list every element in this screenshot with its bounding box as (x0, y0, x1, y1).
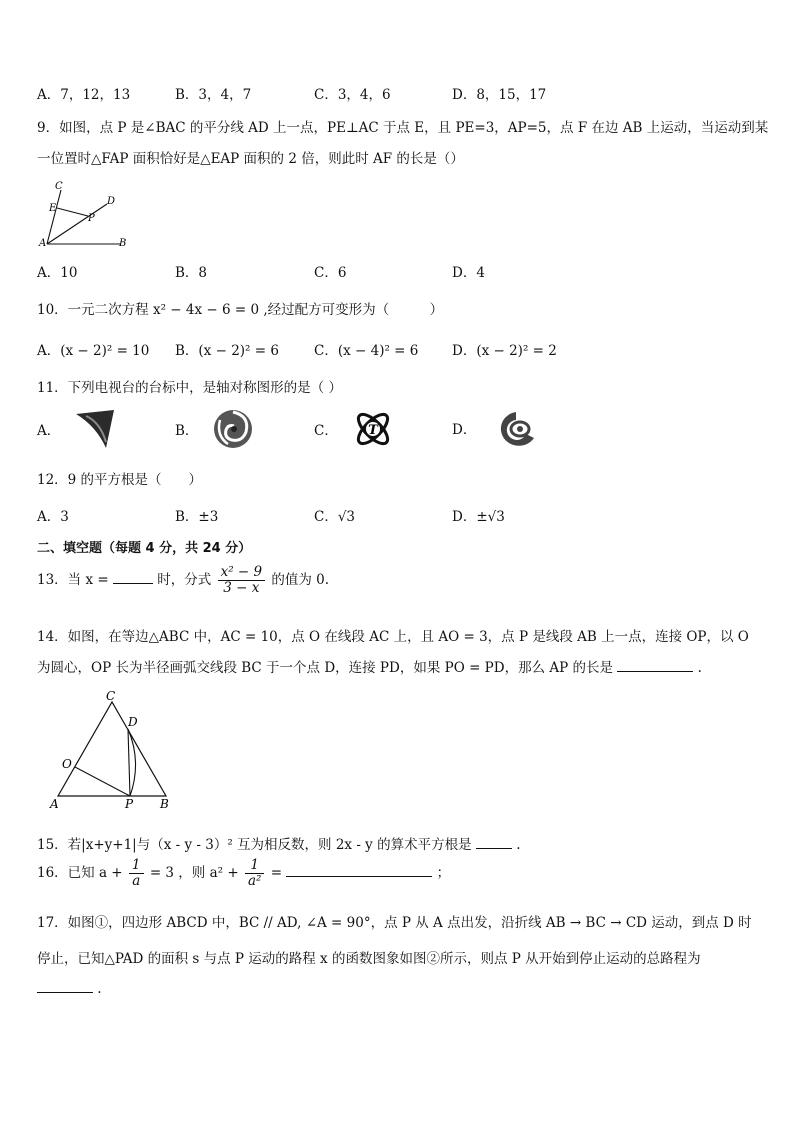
q16-fraction-2-denominator: a² (247, 873, 262, 889)
q17-stem-line2: 停止，已知△PAD 的面积 s 与点 P 运动的路程 x 的函数图象如图②所示，则点 P 从开始到停止运动的总路程为 (37, 951, 701, 967)
q11-option-a-label: A． (37, 423, 61, 439)
q16-prefix: 16．已知 a + (37, 865, 123, 881)
q9-stem-line2: 一位置时△FAP 面积恰好是△EAP 面积的 2 倍，则此时 AF 的长是（） (37, 151, 464, 167)
q13-fraction (218, 565, 266, 596)
q11-option-c (314, 408, 394, 450)
q16-fraction-2 (245, 858, 264, 889)
q12-option-c: C．√3 (314, 509, 356, 525)
q9-label-d: D (107, 196, 116, 207)
q11-option-a (37, 408, 118, 450)
q9-option-b: B．8 (175, 265, 208, 281)
q13-suffix: 的值为 0. (271, 572, 330, 588)
q11-stem: 11．下列电视台的台标中，是轴对称图形的是（ ） (37, 380, 342, 396)
q15-text: 15．若|x+y+1|与（x - y - 3）² 互为相反数，则 2x - y 的算术平方根是 (37, 837, 472, 853)
q14-segment-op (75, 767, 130, 796)
q13-stem (37, 565, 329, 596)
q16-end: ； (436, 865, 451, 881)
q10-option-a: A．(x − 2)² = 10 (37, 343, 150, 359)
q9-stem-line1: 9．如图，点 P 是∠BAC 的平分线 AD 上一点，PE⊥AC 于点 E，且 PE=3，AP=5，点 F 在边 AB 上运动，当运动到某 (37, 120, 769, 136)
q11-option-d-label: D． (452, 422, 477, 438)
q14-answer-blank[interactable] (617, 659, 693, 672)
q17-stem-line3 (37, 980, 102, 997)
q10-option-b: B．(x − 2)² = 6 (175, 343, 279, 359)
q11-option-b-label: B． (175, 423, 199, 439)
q11-option-d (452, 408, 542, 448)
q9-label-e: E (49, 203, 57, 214)
q16-fraction-1 (129, 858, 144, 889)
q13-answer-blank[interactable] (113, 571, 153, 584)
q13-mid: 时，分式 (157, 572, 212, 588)
q14-line2-end: . (697, 660, 702, 676)
q12-option-d: D．±√3 (452, 509, 505, 525)
q12-option-b: B．±3 (175, 509, 219, 525)
q9-option-c: C．6 (314, 265, 347, 281)
q13-prefix: 13．当 x = (37, 572, 109, 588)
q17-stem-line1: 17．如图①，四边形 ABCD 中，BC // AD, ∠A = 90°，点 P 从 A 点出发，沿折线 AB → BC → CD 运动，到点 D 时 (37, 915, 752, 931)
q14-label-o: O (62, 757, 72, 771)
q8-option-a: A．7，12，13 (37, 87, 131, 103)
q9-label-b: B (119, 238, 127, 249)
q10-stem: 10．一元二次方程 x² − 4x − 6 = 0 ,经过配方可变形为（ ） (37, 302, 444, 318)
section-fill-in-title: 二、填空题（每题 4 分，共 24 分） (37, 541, 252, 556)
q9-label-p: P (88, 213, 95, 224)
q14-label-p: P (125, 797, 134, 811)
q9-segment-pe (57, 208, 88, 216)
q16-answer-blank[interactable] (286, 864, 432, 877)
q16-fraction-1-numerator: 1 (129, 858, 144, 874)
ribbon-logo-icon (74, 408, 118, 450)
q14-label-c: C (106, 689, 116, 703)
q13-fraction-denominator: 3 − x (223, 580, 260, 596)
spiral-logo-icon (212, 408, 254, 450)
q15-end: . (516, 837, 521, 853)
q10-option-c: C．(x − 4)² = 6 (314, 343, 419, 359)
q16-eq: = 3 ，则 a² + (149, 865, 239, 881)
q8-option-d: D．8，15，17 (452, 87, 547, 103)
q14-label-d: D (128, 715, 138, 729)
q15-stem (37, 833, 521, 853)
atom-t-logo-icon (352, 408, 394, 450)
q13-fraction-numerator: x² − 9 (218, 565, 266, 581)
q16-fraction-1-denominator: a (132, 873, 141, 889)
q12-option-a: A．3 (37, 509, 69, 525)
q16-mid: = (270, 865, 283, 881)
q9-figure (37, 178, 137, 250)
q14-stem-line1: 14．如图，在等边△ABC 中，AC = 10，点 O 在线段 AC 上，且 AO = 3，点 P 是线段 AB 上一点，连接 OP，以 O (37, 629, 749, 645)
q12-stem: 12．9 的平方根是（ ） (37, 472, 203, 488)
q14-label-b: B (160, 797, 169, 811)
q17-answer-blank[interactable] (37, 980, 93, 993)
q9-option-d: D．4 (452, 265, 485, 281)
q14-triangle-abc (58, 702, 166, 796)
q11-option-b (175, 408, 254, 450)
q16-stem (37, 858, 450, 889)
q9-option-a: A．10 (37, 265, 78, 281)
q9-label-a: A (39, 238, 47, 249)
q8-option-c: C．3，4，6 (314, 87, 391, 103)
q14-segment-pd (128, 729, 130, 796)
atom-logo-letter: T (368, 423, 378, 438)
q14-label-a: A (50, 797, 59, 811)
q9-label-c: C (55, 181, 63, 192)
q15-answer-blank[interactable] (476, 836, 512, 849)
q10-option-d: D．(x − 2)² = 2 (452, 343, 557, 359)
q14-figure (46, 688, 186, 813)
q16-fraction-2-numerator: 1 (245, 858, 264, 874)
q17-end: . (97, 981, 102, 997)
q8-option-b: B．3，4，7 (175, 87, 252, 103)
q11-option-c-label: C． (314, 423, 338, 439)
q14-stem-line2 (37, 656, 702, 676)
swirl-c-logo-icon (490, 408, 542, 448)
q14-line2-text: 为圆心，OP 长为半径画弧交线段 BC 于一个点 D，连接 PD，如果 PO = PD，那么 AP 的长是 (37, 660, 613, 676)
